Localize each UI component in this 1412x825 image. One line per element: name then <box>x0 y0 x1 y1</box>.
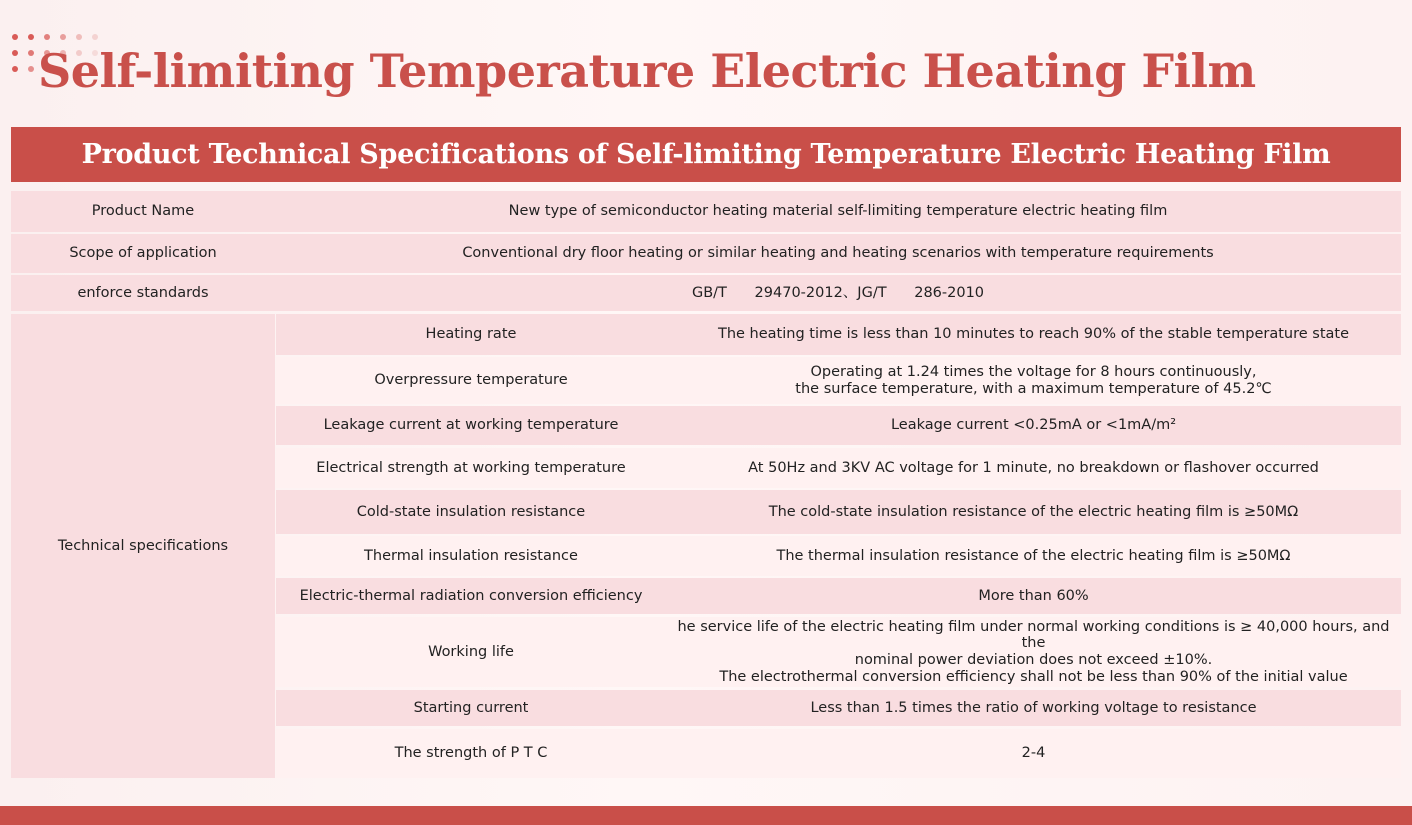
decorative-dot <box>12 34 18 40</box>
spec-parameter: The strength of P T C <box>394 745 548 762</box>
spec-row-heating-rate <box>276 314 1401 355</box>
spec-row-overpressure-temperature <box>276 357 1401 404</box>
spec-row-leakage-current <box>276 406 1401 445</box>
spec-value: The heating time is less than 10 minutes to reach 90% of the stable temperature state <box>717 326 1350 343</box>
row-label: Product Name <box>91 203 195 220</box>
row-value <box>275 275 1401 311</box>
decorative-dot <box>60 34 66 40</box>
spec-parameter: Starting current <box>413 699 529 716</box>
decorative-dot <box>92 34 98 40</box>
table-row-scope <box>11 234 1401 273</box>
spec-row-working-life <box>276 617 1401 687</box>
spec-parameter: Electrical strength at working temperature <box>316 459 626 476</box>
spec-value: More than 60% <box>978 587 1089 604</box>
spec-row-starting-current <box>276 690 1401 726</box>
row-value: Conventional dry floor heating or similar heating and heating scenarios with temperature requirements <box>462 245 1214 262</box>
spec-value <box>666 357 1401 404</box>
spec-parameter: Cold-state insulation resistance <box>356 503 586 520</box>
spec-row-conversion-efficiency <box>276 578 1401 614</box>
page-title: Self-limiting Temperature Electric Heating Film <box>38 44 1256 98</box>
decorative-dot <box>76 34 82 40</box>
decorative-dot <box>28 34 34 40</box>
spec-value: Leakage current <0.25mA or <1mA/m² <box>890 417 1177 434</box>
spec-line: The electrothermal conversion efficiency shall not be less than 90% of the initial value <box>719 668 1348 685</box>
spec-line: the surface temperature, with a maximum temperature of 45.2℃ <box>795 380 1272 397</box>
row-value: New type of semiconductor heating material self-limiting temperature electric heating film <box>508 203 1168 220</box>
spec-parameter: Heating rate <box>425 326 517 343</box>
spec-line: nominal power deviation does not exceed ±10%. <box>854 652 1213 668</box>
spec-parameter: Working life <box>428 643 514 660</box>
decorative-dot <box>44 34 50 40</box>
spec-value: The thermal insulation resistance of the electric heating film is ≥50MΩ <box>776 547 1291 564</box>
spec-value <box>666 617 1401 687</box>
spec-value: At 50Hz and 3KV AC voltage for 1 minute, no breakdown or flashover occurred <box>748 459 1319 476</box>
table-row-product-name <box>11 191 1401 232</box>
spec-parameter: Leakage current at working temperature <box>323 417 619 434</box>
technical-specifications-group-label: Technical specifications <box>11 314 275 778</box>
spec-parameter: Overpressure temperature <box>374 372 568 389</box>
spec-parameter: Thermal insulation resistance <box>364 547 578 564</box>
row-label: Scope of application <box>69 245 217 262</box>
spec-row-cold-state-resistance <box>276 490 1401 534</box>
spec-value: The cold-state insulation resistance of the electric heating film is ≥50MΩ <box>768 503 1299 520</box>
spec-value: Less than 1.5 times the ratio of working voltage to resistance <box>810 699 1257 716</box>
spec-line: Operating at 1.24 times the voltage for 8 hours continuously, <box>810 363 1257 380</box>
spec-line: he service life of the electric heating film under normal working conditions is ≥ 40,000 hours, and the <box>677 618 1390 652</box>
spec-table-title: Product Technical Specifications of Self-limiting Temperature Electric Heating Film <box>81 139 1331 170</box>
spec-value: 2-4 <box>1021 745 1046 762</box>
table-row-standards <box>11 275 1401 311</box>
standards-text: GB/T 29470-2012、JG/T 286-2010 <box>691 284 985 301</box>
spec-row-electrical-strength <box>276 448 1401 488</box>
spec-row-thermal-resistance <box>276 536 1401 576</box>
spec-table-header-band <box>11 127 1401 182</box>
decorative-dot <box>28 66 34 72</box>
decorative-dot <box>28 50 34 56</box>
row-label: enforce standards <box>77 284 209 301</box>
decorative-dot <box>12 50 18 56</box>
decorative-dot <box>12 66 18 72</box>
spec-parameter: Electric-thermal radiation conversion efficiency <box>299 587 643 604</box>
spec-row-ptc-strength <box>276 729 1401 778</box>
footer-accent-bar <box>0 806 1412 825</box>
